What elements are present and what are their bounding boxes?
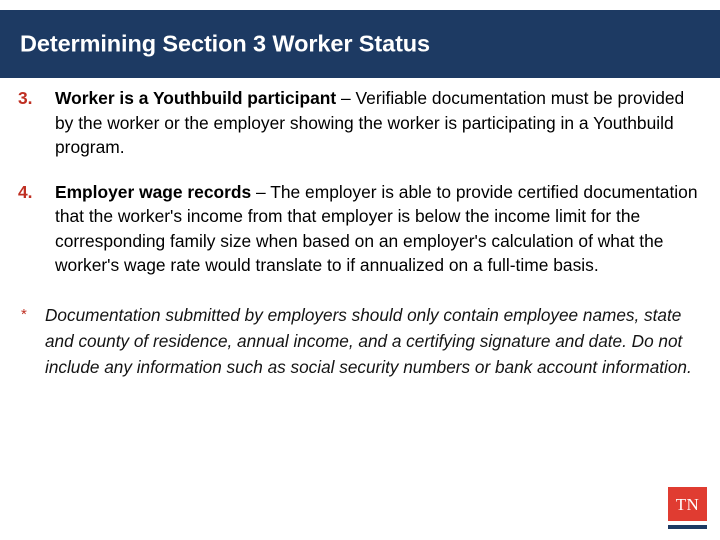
list-item: [0, 86, 720, 160]
tn-logo-square: [668, 487, 707, 521]
tn-logo-underline-bar: [668, 525, 707, 529]
page-title: Determining Section 3 Worker Status: [20, 30, 431, 57]
list-item-lead: Employer wage records: [55, 181, 252, 202]
tn-logo-text: TN: [675, 494, 700, 514]
list-item-marker: 3.: [18, 88, 33, 108]
tn-state-logo: [668, 487, 707, 529]
list-item: [0, 180, 720, 278]
footnote: [0, 302, 720, 380]
slide-header-bar: [0, 10, 720, 78]
list-item-text: – The employer is able to provide certified documentation that the worker's income from that employer is below the income limit for the corresponding family size when based on an employer's calculation of what the worker's wage rate would translate to if annualized on a full-time basis.: [55, 181, 698, 275]
list-item-marker: 4.: [18, 181, 33, 202]
slide-body: [0, 86, 720, 380]
footnote-text: Documentation submitted by employers should only contain employee names, state and county of residence, annual income, and a certifying signature and date. Do not include any information such as social security numbers or bank account information.: [45, 304, 692, 377]
footnote-asterisk-marker: *: [21, 305, 27, 323]
list-item-lead: Worker is a Youthbuild participant: [55, 88, 337, 108]
list-item-text: – Verifiable documentation must be provided by the worker or the employer showing the worker is participating in a Youthbuild program.: [55, 88, 685, 157]
